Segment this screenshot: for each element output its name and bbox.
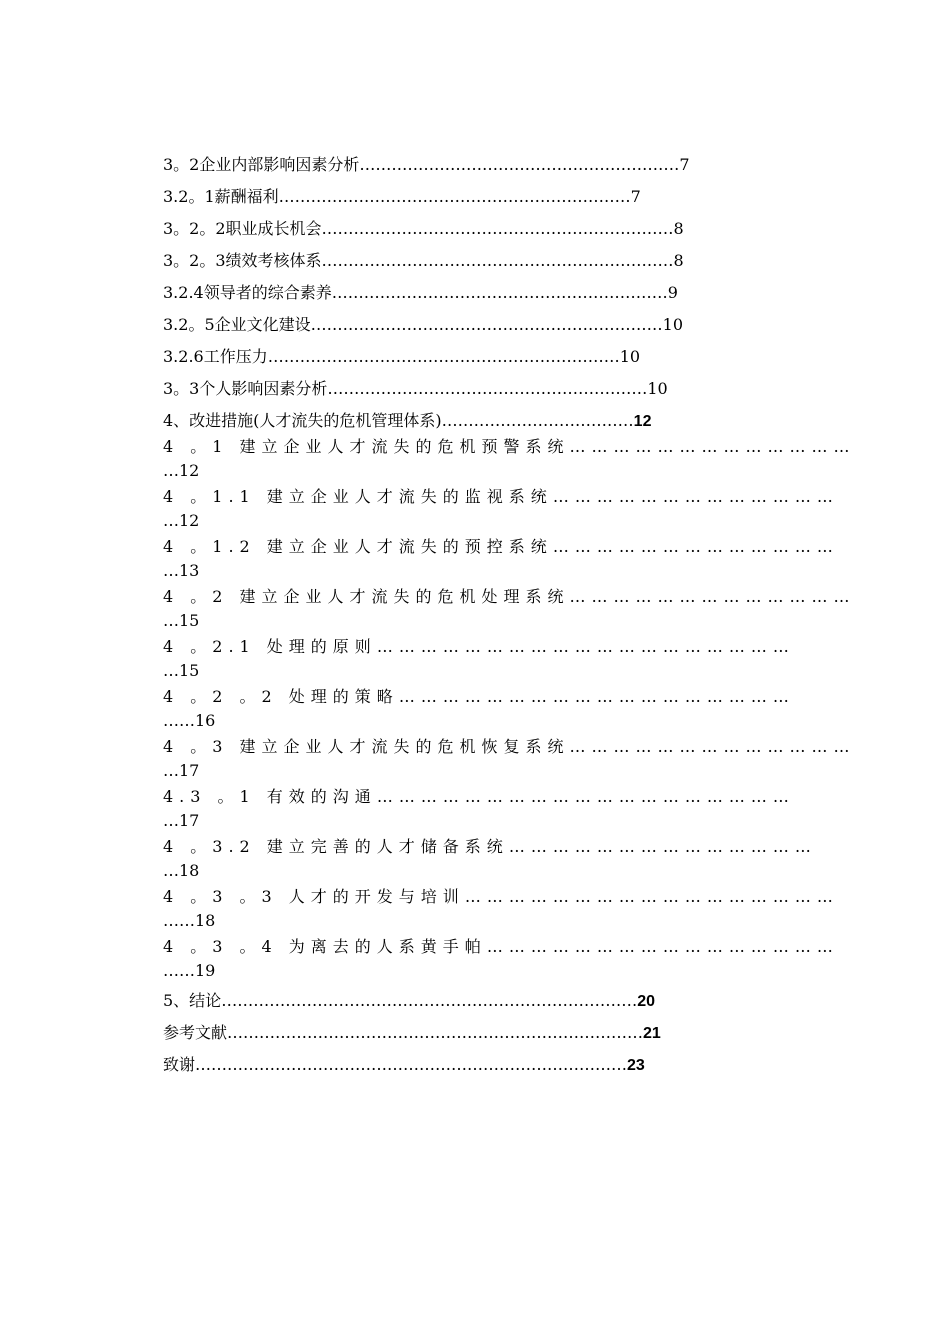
toc-entry: [163, 484, 839, 510]
toc-entry-title: 5、结论: [163, 991, 222, 1010]
toc-leader: ……………………………………………………: [359, 155, 680, 174]
toc-entry-title: 4 。2 。2 处理的策略: [163, 687, 399, 706]
toc-leader: …………………………………: [569, 437, 856, 456]
toc-entry: [163, 988, 655, 1014]
toc-entry: [163, 1020, 661, 1046]
toc-leader: ………………………………………………………………………: [195, 1055, 628, 1074]
toc-page-number: 10: [647, 379, 668, 398]
toc-entry: [163, 584, 856, 610]
toc-entry: [163, 216, 684, 242]
toc-page-number-line: [163, 758, 199, 784]
toc-entry-title: 致谢: [163, 1055, 196, 1074]
toc-leader: ……………………………………………………………………: [221, 991, 638, 1010]
toc-entry: [163, 834, 817, 860]
toc-page-number: …13: [163, 561, 200, 580]
toc-page-number-line: [163, 908, 215, 934]
toc-entry: [163, 376, 668, 402]
toc-leader: …………………………………………………………: [321, 219, 674, 238]
toc-page-number-line: [163, 608, 199, 634]
toc-entry: [163, 934, 839, 960]
toc-page-number: …18: [163, 861, 200, 880]
toc-entry-title: 参考文献: [163, 1023, 228, 1042]
toc-leader: …………………………………………………………: [310, 315, 663, 334]
toc-entry-title: 4 。1.1 建立企业人才流失的监视系统: [163, 487, 553, 506]
toc-page-number: 10: [662, 315, 683, 334]
toc-page-number: …15: [163, 611, 200, 630]
toc-page-number: ……18: [163, 911, 216, 930]
toc-entry-title: 4 。2 建立企业人才流失的危机处理系统: [163, 587, 570, 606]
toc-leader: …………………………………………………………: [267, 347, 620, 366]
toc-entry-title: 4 。1 建立企业人才流失的危机预警系统: [163, 437, 570, 456]
toc-entry: [163, 1052, 645, 1078]
toc-page-number-line: [163, 558, 199, 584]
toc-entry-title: 4、改进措施(人才流失的危机管理体系): [163, 411, 442, 430]
toc-page-number: 20: [637, 993, 655, 1010]
toc-entry-title: 3.2.6工作压力: [163, 347, 268, 366]
toc-entry-title: 4 。3 。3 人才的开发与培训: [163, 887, 465, 906]
toc-page-number-line: [163, 508, 199, 534]
toc-leader: ……………………………………………………………………: [227, 1023, 644, 1042]
toc-entry-title: 4 。2.1 处理的原则: [163, 637, 377, 656]
toc-entry: [163, 248, 684, 274]
toc-page-number: 12: [633, 413, 652, 430]
toc-entry: [163, 534, 839, 560]
toc-page-number-line: [163, 708, 215, 734]
toc-entry-title: 3。2企业内部影响因素分析: [163, 155, 360, 174]
toc-entry-title: 4 。3.2 建立完善的人才储备系统: [163, 837, 509, 856]
toc-page-number: …15: [163, 661, 200, 680]
toc-entry: [163, 312, 683, 338]
toc-entry-title: 3.2。1薪酬福利: [163, 187, 279, 206]
toc-leader: …………………………………………………………: [278, 187, 631, 206]
toc-entry: [163, 152, 690, 178]
toc-entry-title: 3。2。3绩效考核体系: [163, 251, 322, 270]
toc-page-number: …17: [163, 761, 200, 780]
toc-page-number-line: [163, 808, 199, 834]
toc-leader: ………………………………: [441, 411, 634, 430]
toc-page-number-line: [163, 858, 199, 884]
toc-entry: [163, 408, 651, 434]
toc-entry: [163, 184, 641, 210]
toc-leader: ……………………………………………………: [327, 379, 648, 398]
toc-leader: ………………………………………………………: [331, 283, 668, 302]
toc-page-number: 10: [619, 347, 641, 366]
toc-page-number: 8: [673, 219, 684, 238]
toc-page-number-line: [163, 658, 199, 684]
toc-entry: [163, 344, 640, 370]
toc-entry: [163, 784, 795, 810]
toc-leader: ……………………………………: [508, 837, 817, 856]
toc-entry-title: 3.2。5企业文化建设: [163, 315, 311, 334]
toc-page-number: 7: [679, 155, 690, 174]
toc-entry: [163, 884, 839, 910]
toc-page-number: ……16: [163, 711, 216, 730]
toc-page-number: 8: [673, 251, 684, 270]
toc-leader: …………………………………………: [486, 937, 839, 956]
toc-leader: ……………………………………………: [464, 887, 839, 906]
toc-entry-title: 4 。3 。4 为离去的人系黄手帕: [163, 937, 487, 956]
toc-page-number: …12: [163, 511, 200, 530]
toc-leader: …………………………………: [552, 537, 839, 556]
toc-entry-title: 4 。1.2 建立企业人才流失的预控系统: [163, 537, 553, 556]
toc-leader: …………………………………: [552, 487, 839, 506]
toc-entry-title: 3。2。2职业成长机会: [163, 219, 322, 238]
toc-entry: [163, 434, 856, 460]
toc-page-number-line: [163, 958, 215, 984]
toc-leader: …………………………………: [569, 587, 856, 606]
toc-leader: …………………………………: [569, 737, 856, 756]
toc-page-number-line: [163, 458, 199, 484]
toc-leader: …………………………………………………: [376, 787, 795, 806]
toc-entry-title: 3.2.4领导者的综合素养: [163, 283, 332, 302]
toc-entry: [163, 684, 795, 710]
toc-page-number: ……19: [163, 961, 216, 980]
toc-page-number: …12: [163, 461, 200, 480]
toc-entry: [163, 280, 678, 306]
toc-entry: [163, 634, 795, 660]
toc-entry-title: 3。3个人影响因素分析: [163, 379, 328, 398]
toc-leader: …………………………………………………………: [321, 251, 674, 270]
toc-entry-title: 4.3 。1 有效的沟通: [163, 787, 377, 806]
toc-page-number: 23: [627, 1057, 645, 1074]
toc-page-number: 7: [630, 187, 641, 206]
toc-leader: …………………………………………………: [376, 637, 795, 656]
toc-entry-title: 4 。3 建立企业人才流失的危机恢复系统: [163, 737, 570, 756]
toc-page-number: 9: [667, 283, 678, 302]
toc-leader: ………………………………………………: [398, 687, 795, 706]
toc-entry: [163, 734, 856, 760]
toc-page-number: 21: [643, 1025, 661, 1042]
toc-page-number: …17: [163, 811, 200, 830]
